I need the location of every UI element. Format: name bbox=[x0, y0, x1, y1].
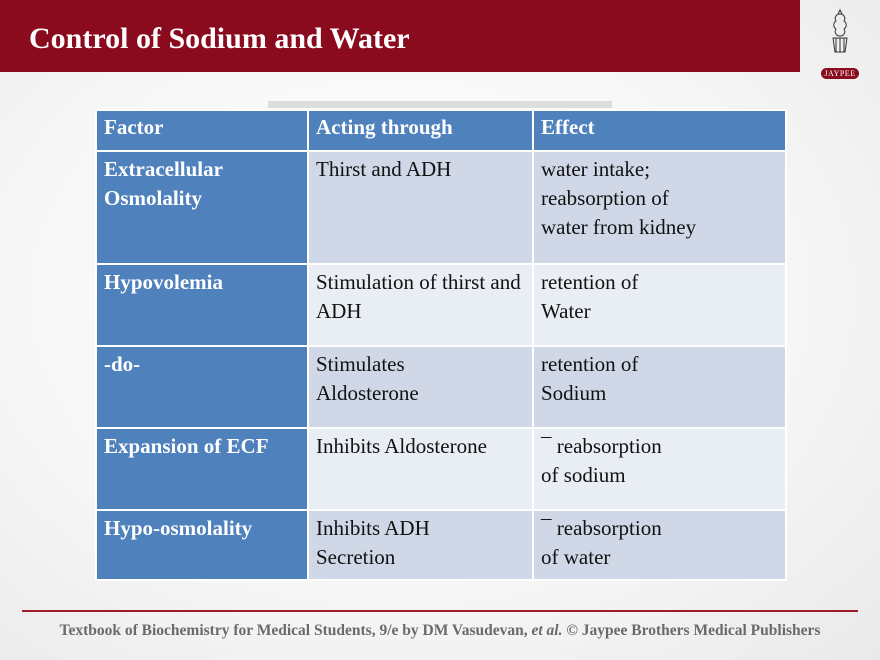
table-row bbox=[96, 346, 786, 428]
acting-cell: Inhibits ADH Secretion bbox=[308, 510, 533, 580]
table-row bbox=[96, 151, 786, 264]
table-shadow bbox=[268, 101, 612, 108]
control-table bbox=[95, 109, 787, 581]
footer-publisher: © Jaypee Brothers Medical Publishers bbox=[562, 622, 821, 639]
effect-cell: ¯ reabsorption of sodium bbox=[533, 428, 786, 510]
header-effect: Effect bbox=[533, 110, 786, 151]
table-row bbox=[96, 510, 786, 580]
footer-et-al: et al. bbox=[531, 622, 563, 639]
table-row bbox=[96, 428, 786, 510]
slide-title: Control of Sodium and Water bbox=[29, 22, 410, 55]
acting-cell: Stimulation of thirst and ADH bbox=[308, 264, 533, 346]
logo-label: JAYPEE bbox=[821, 68, 859, 79]
factor-cell: Hypo-osmolality bbox=[96, 510, 308, 580]
effect-cell: ¯ reabsorption of water bbox=[533, 510, 786, 580]
table-header-row bbox=[96, 110, 786, 151]
acting-cell: Thirst and ADH bbox=[308, 151, 533, 264]
effect-cell: retention of Water bbox=[533, 264, 786, 346]
acting-cell: Stimulates Aldosterone bbox=[308, 346, 533, 428]
factor-cell: -do- bbox=[96, 346, 308, 428]
acting-cell: Inhibits Aldosterone bbox=[308, 428, 533, 510]
factor-cell: Expansion of ECF bbox=[96, 428, 308, 510]
footer-citation bbox=[0, 622, 880, 640]
header-acting-through: Acting through bbox=[308, 110, 533, 151]
table-row bbox=[96, 264, 786, 346]
effect-cell: water intake; reabsorption of water from kidney bbox=[533, 151, 786, 264]
effect-cell: retention of Sodium bbox=[533, 346, 786, 428]
factor-cell: Extracellular Osmolality bbox=[96, 151, 308, 264]
factor-cell: Hypovolemia bbox=[96, 264, 308, 346]
jaypee-emblem-icon bbox=[800, 0, 880, 72]
footer-text: Textbook of Biochemistry for Medical Students, 9/e by DM Vasudevan, bbox=[59, 622, 532, 639]
header-factor: Factor bbox=[96, 110, 308, 151]
title-bar bbox=[0, 0, 800, 72]
footer-divider bbox=[22, 610, 858, 612]
